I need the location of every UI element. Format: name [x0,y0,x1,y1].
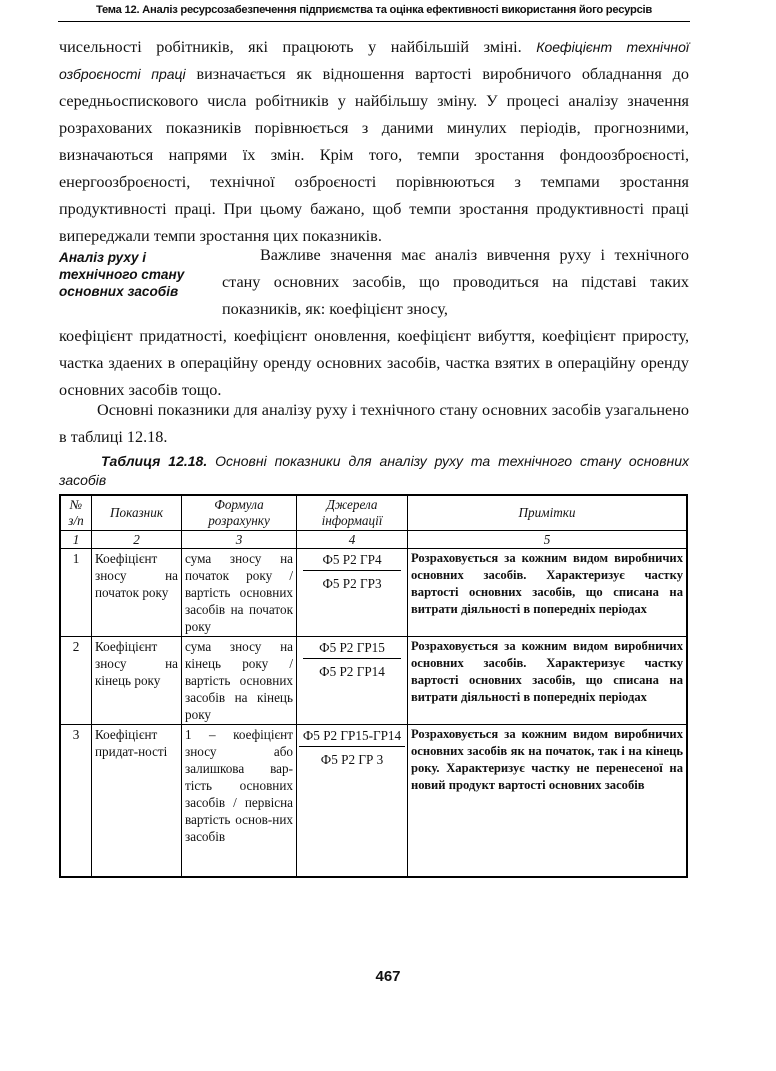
table-row [60,637,687,725]
paragraph-2-rest: коефіцієнт придатності, коефіцієнт оновлення, коефіцієнт вибуття, коефіцієнт приросту, частка здаених в операційну оренду основних засобів, частка взятих в операційну оренду основних засобів тощо. [59,327,689,399]
source-denominator: Ф5 Р2 ГР3 [322,576,382,591]
table-caption-text: Основні показники для аналізу руху та технічного стану основних засобів [59,453,689,488]
paragraph-1 [59,34,689,250]
row-formula: сума зносу на кінець року / вартість основних засобів на кінець року [182,637,297,725]
header-notes: Примітки [408,495,688,531]
row-index: 1 [60,549,92,637]
row-indicator: Коефіцієнт придат-ності [92,725,182,877]
row-formula: сума зносу на початок року / вартість основних засобів на початок року [182,549,297,637]
column-number: 4 [297,531,408,549]
row-sources [297,637,408,725]
row-note: Розраховується за кожним видом виробничих основних засобів як на початок, так і на кінець року. Характеризує частку не перенесеної на новий продукт вартості основних засобів [408,725,688,877]
row-note: Розраховується за кожним видом виробничих основних засобів. Характеризує частку вартості основних засобів, що списана на витрати діяльності в попередніх періодах [408,549,688,637]
header-sources: Джерела інформації [297,495,408,531]
source-denominator: Ф5 Р2 ГР14 [319,664,385,679]
table-row [60,549,687,637]
source-denominator: Ф5 Р2 ГР 3 [320,752,384,767]
row-index: 3 [60,725,92,877]
paragraph-1-part-2: визначається як відношення вартості виробничого обладнання до середньоспискового числа робітників у найбільшу зміну. У процесі аналізу значення розрахованих показників порівнюється з даними минулих періодів, прогнозними, визначаються напрями їх змін. Крім того, темпи зростання фондоозброєності, енергоозброєності, технічної озброєності порівнюються з темпами зростання продуктивності праці. При цьому бажано, щоб темпи зростання продуктивності праці випереджали темпи зростання цих показників. [59,65,690,245]
header-indicator: Показник [92,495,182,531]
column-number: 5 [408,531,688,549]
row-index: 2 [60,637,92,725]
row-sources [297,725,408,877]
row-indicator: Коефіцієнт зносу на кінець року [92,637,182,725]
table-row [60,725,687,877]
margin-note: Аналіз руху і технічного стану основних засобів [59,250,185,299]
term-technical-equipment-ratio: Коефіцієнт технічної озброєності праці [59,39,690,82]
row-indicator: Коефіцієнт зносу на початок року [92,549,182,637]
table-caption [59,452,689,490]
column-number: 2 [92,531,182,549]
source-numerator: Ф5 Р2 ГР15-ГР14 [299,727,405,747]
row-note: Розраховується за кожним видом виробничих основних засобів. Характеризує частку вартості основних засобів, що списана на витрати діяльності в попередніх періодах [408,637,688,725]
table-header-row [60,495,687,531]
paragraph-2-first: Важливе значення має аналіз вивчення руху і технічного стану основних засобів, що проводиться на підставі таких показників, як: коефіцієнт зносу, [222,246,689,318]
paragraph-3: Основні показники для аналізу руху і технічного стану основних засобів узагальнено в таблиці 12.18. [59,401,689,446]
row-formula: 1 – коефіцієнт зносу або залишкова вар-тість основних засобів / первісна вартість основ-них засобів [182,725,297,877]
source-numerator: Ф5 Р2 ГР4 [303,551,401,571]
header-rule [58,21,690,22]
header-formula: Формула розрахунку [182,495,297,531]
paragraph-1-part-1: чисельності робітників, які працюють у найбільшій зміні. [59,38,522,56]
column-number: 1 [60,531,92,549]
table-caption-label: Таблиця 12.18. [101,453,208,469]
page-number: 467 [375,968,401,985]
column-number: 3 [182,531,297,549]
column-number-row [60,531,687,549]
running-header: Тема 12. Аналіз ресурсозабезпечення підприємства та оцінка ефективності використання його ресурсів [95,4,653,16]
indicators-table [59,494,688,878]
source-numerator: Ф5 Р2 ГР15 [303,639,401,659]
row-sources [297,549,408,637]
header-index: № з/п [60,495,92,531]
